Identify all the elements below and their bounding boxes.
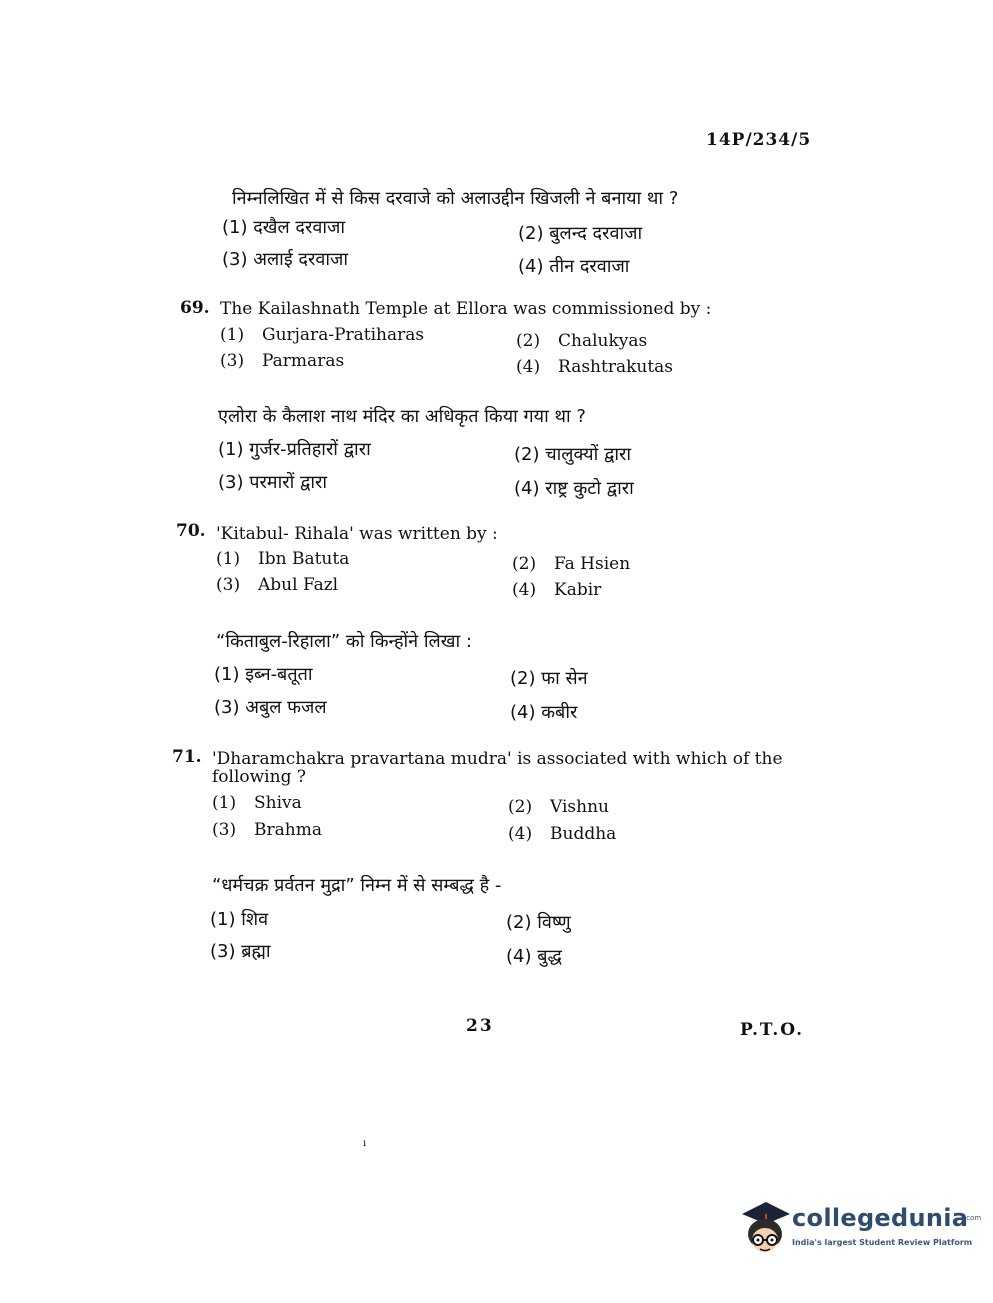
q69-option-3-num: (3) xyxy=(220,351,245,371)
q71-option-1-text: Shiva xyxy=(254,793,302,813)
q70-option-3-text: Abul Fazl xyxy=(258,575,339,595)
q69-option-1-text: Gurjara-Pratiharas xyxy=(262,325,425,345)
paper-code: 14P/234/5 xyxy=(706,130,812,150)
q70-hindi-option-1: (1) इब्न-बतूता xyxy=(214,664,313,685)
q71-option-1-num: (1) xyxy=(212,793,237,813)
page-number: 23 xyxy=(466,1016,494,1036)
q69-option-4-num: (4) xyxy=(516,357,541,377)
q68-hindi-option-1: (1) दखैल दरवाजा xyxy=(222,217,346,238)
logo-brand-name: collegedunia xyxy=(792,1204,969,1232)
q71-hindi-option-2: (2) विष्णु xyxy=(506,912,571,933)
logo-domain-suffix: .com xyxy=(964,1214,982,1222)
q69-option-4-text: Rashtrakutas xyxy=(558,357,674,377)
q69-option-1-num: (1) xyxy=(220,325,245,345)
q68-hindi-option-2: (2) बुलन्द दरवाजा xyxy=(518,223,643,244)
q68-hindi-option-4: (4) तीन दरवाजा xyxy=(518,256,630,277)
logo-tagline: India's largest Student Review Platform xyxy=(792,1238,973,1247)
student-mascot-icon xyxy=(738,1196,792,1260)
q70-option-2-text: Fa Hsien xyxy=(554,554,631,574)
q70-number: 70. xyxy=(176,521,206,541)
q70-option-1-text: Ibn Batuta xyxy=(258,549,350,569)
q69-number: 69. xyxy=(180,298,210,318)
q70-hindi-option-3: (3) अबुल फजल xyxy=(214,697,327,718)
q71-option-2-text: Vishnu xyxy=(550,797,609,817)
q69-question: The Kailashnath Temple at Ellora was commissioned by : xyxy=(220,299,712,319)
q71-hindi-option-3: (3) ब्रह्मा xyxy=(210,941,271,962)
q69-hindi-option-1: (1) गुर्जर-प्रतिहारों द्वारा xyxy=(218,439,371,460)
stray-mark: ı xyxy=(363,1138,367,1149)
q70-hindi-option-4: (4) कबीर xyxy=(510,702,578,723)
q68-hindi-question: निम्नलिखित में से किस दरवाजे को अलाउद्दीन खिजली ने बनाया था ? xyxy=(232,188,679,209)
q71-hindi-question: “धर्मचक्र प्रर्वतन मुद्रा” निम्न में से सम्बद्ध है - xyxy=(212,875,502,896)
q71-option-3-num: (3) xyxy=(212,820,237,840)
q69-hindi-option-3: (3) परमारों द्वारा xyxy=(218,472,328,493)
q71-option-4-text: Buddha xyxy=(550,824,617,844)
q70-option-1-num: (1) xyxy=(216,549,241,569)
q69-hindi-option-2: (2) चालुक्यों द्वारा xyxy=(514,444,632,465)
q70-option-2-num: (2) xyxy=(512,554,537,574)
q71-hindi-option-1: (1) शिव xyxy=(210,909,269,930)
q71-question-line-1: 'Dharamchakra pravartana mudra' is associated with which of the xyxy=(212,749,783,769)
q69-option-3-text: Parmaras xyxy=(262,351,345,371)
q71-option-4-num: (4) xyxy=(508,824,533,844)
pto-label: P.T.O. xyxy=(740,1020,804,1040)
q69-option-2-text: Chalukyas xyxy=(558,331,648,351)
q71-hindi-option-4: (4) बुद्ध xyxy=(506,946,562,967)
q70-question: 'Kitabul- Rihala' was written by : xyxy=(216,524,498,544)
q71-option-3-text: Brahma xyxy=(254,820,322,840)
q69-hindi-option-4: (4) राष्ट्र कुटो द्वारा xyxy=(514,478,634,499)
q70-option-4-text: Kabir xyxy=(554,580,602,600)
q71-option-2-num: (2) xyxy=(508,797,533,817)
q70-hindi-option-2: (2) फा सेन xyxy=(510,668,588,689)
q71-question-line-2: following ? xyxy=(212,767,306,787)
q70-option-3-num: (3) xyxy=(216,575,241,595)
q68-hindi-option-3: (3) अलाई दरवाजा xyxy=(222,249,349,270)
q71-number: 71. xyxy=(172,747,202,767)
q69-hindi-question: एलोरा के कैलाश नाथ मंदिर का अधिकृत किया गया था ? xyxy=(218,406,586,427)
q70-hindi-question: “किताबुल-रिहाला” को किन्होंने लिखा : xyxy=(216,631,472,652)
collegedunia-logo xyxy=(738,1196,982,1260)
q69-option-2-num: (2) xyxy=(516,331,541,351)
q70-option-4-num: (4) xyxy=(512,580,537,600)
